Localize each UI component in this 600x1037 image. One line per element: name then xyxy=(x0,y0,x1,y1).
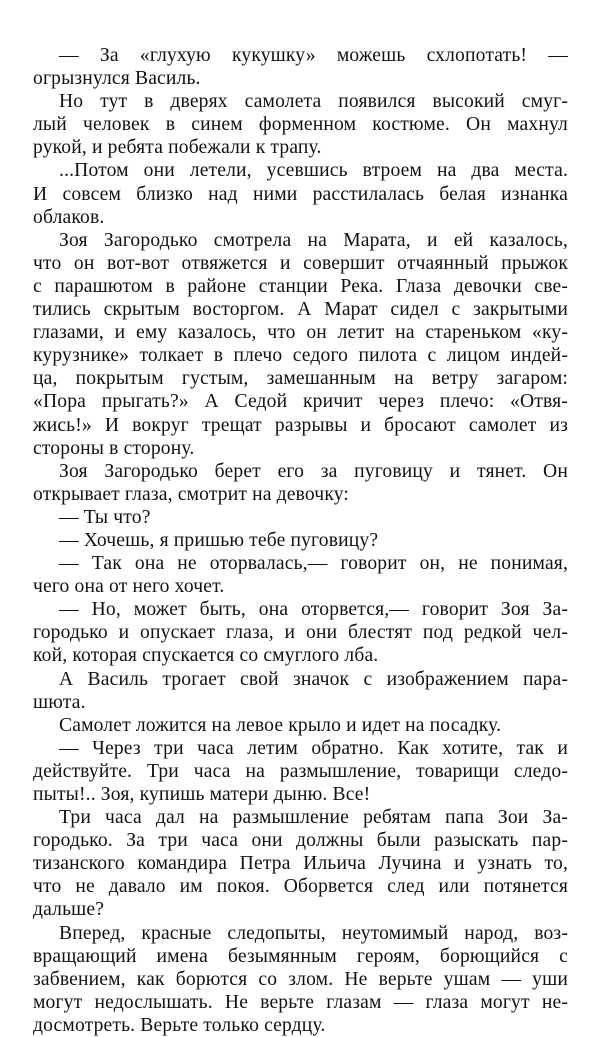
text-line: забвением, как борются со злом. Не верьте ушам — уши xyxy=(33,968,568,990)
text-line: шюта. xyxy=(33,691,86,713)
text-line: дальше? xyxy=(33,899,105,921)
text-line: ца, покрытым густым, замешанным на ветру загаром: xyxy=(33,368,568,390)
text-line: стороны в сторону. xyxy=(33,437,195,459)
text-line: ...Потом они летели, усевшись втроем на два места. xyxy=(59,160,568,182)
text-line: что он вот-вот отвяжется и совершит отчаянный прыжок xyxy=(33,252,568,274)
text-line: вращающий имена безымянным героям, борющийся с xyxy=(33,945,568,967)
text-line: А Василь трогает свой значок с изображением пара- xyxy=(59,668,568,690)
text-line: Зоя Загородько смотрела на Марата, и ей казалось, xyxy=(59,229,568,251)
text-line: — Но, может быть, она оторвется,— говорит Зоя За- xyxy=(59,599,568,621)
document-page xyxy=(33,44,568,1037)
text-line: — Ты что? xyxy=(59,506,151,528)
text-line: городько. За три часа они должны были разыскать пар- xyxy=(33,830,568,852)
text-line: курузнике» толкает в плечо седого пилота с лицом индей- xyxy=(33,345,568,367)
text-line: огрызнулся Василь. xyxy=(33,68,201,90)
text-line: — За «глухую кукушку» можешь схлопотать! — xyxy=(59,45,568,66)
text-line: действуйте. Три часа на размышление, товарищи следо- xyxy=(33,760,568,782)
text-line: тизанского командира Петра Ильича Лучина и узнать то, xyxy=(33,853,568,875)
text-line: рукой, и ребята побежали к трапу. xyxy=(33,137,322,159)
text-line: Но тут в дверях самолета появился высокий смуг- xyxy=(59,91,568,113)
text-line: глазами, и ему казалось, что он летит на стареньком «ку- xyxy=(33,322,568,344)
text-line: — Так она не оторвалась,— говорит он, не понимая, xyxy=(59,553,568,575)
text-line: пыты!.. Зоя, купишь матери дыню. Все! xyxy=(33,784,371,805)
text-line: тились скрытым восторгом. А Марат сидел с закрытыми xyxy=(33,299,568,321)
text-line: И совсем близко над ними расстилалась белая изнанка xyxy=(33,183,568,205)
text-line: кой, которая спускается со смуглого лба. xyxy=(33,645,379,667)
text-line: досмотреть. Верьте только сердцу. xyxy=(33,1014,326,1036)
text-line: Вперед, красные следопыты, неутомимый народ, воз- xyxy=(59,922,568,944)
text-line: чего она от него хочет. xyxy=(33,576,225,598)
text-line: открывает глаза, смотрит на девочку: xyxy=(33,483,349,505)
text-line: Три часа дал на размышление ребятам папа Зои За- xyxy=(59,807,568,829)
text-line: жись!» И вокруг трещат разрывы и бросают самолет из xyxy=(33,414,568,436)
text-line: облаков. xyxy=(33,206,105,228)
text-line: — Через три часа летим обратно. Как хотите, так и xyxy=(59,737,568,759)
text-line: с парашютом в районе станции Река. Глаза девочки све- xyxy=(33,275,568,297)
text-line: Самолет ложится на левое крыло и идет на посадку. xyxy=(59,714,502,736)
text-line: лый человек в синем форменном костюме. Он махнул xyxy=(33,114,568,136)
text-line: «Пора прыгать?» А Седой кричит через плечо: «Отвя- xyxy=(33,391,568,413)
text-line: что не давало им покоя. Оборвется след или потянется xyxy=(33,876,568,898)
text-line: — Хочешь, я пришью тебе пуговицу? xyxy=(59,529,379,551)
text-line: Зоя Загородько берет его за пуговицу и тянет. Он xyxy=(59,460,568,482)
text-line: городько и опускает глаза, и они блестят под редкой чел- xyxy=(33,622,568,644)
text-line: могут недослышать. Не верьте глазам — глаза могут не- xyxy=(33,991,568,1013)
